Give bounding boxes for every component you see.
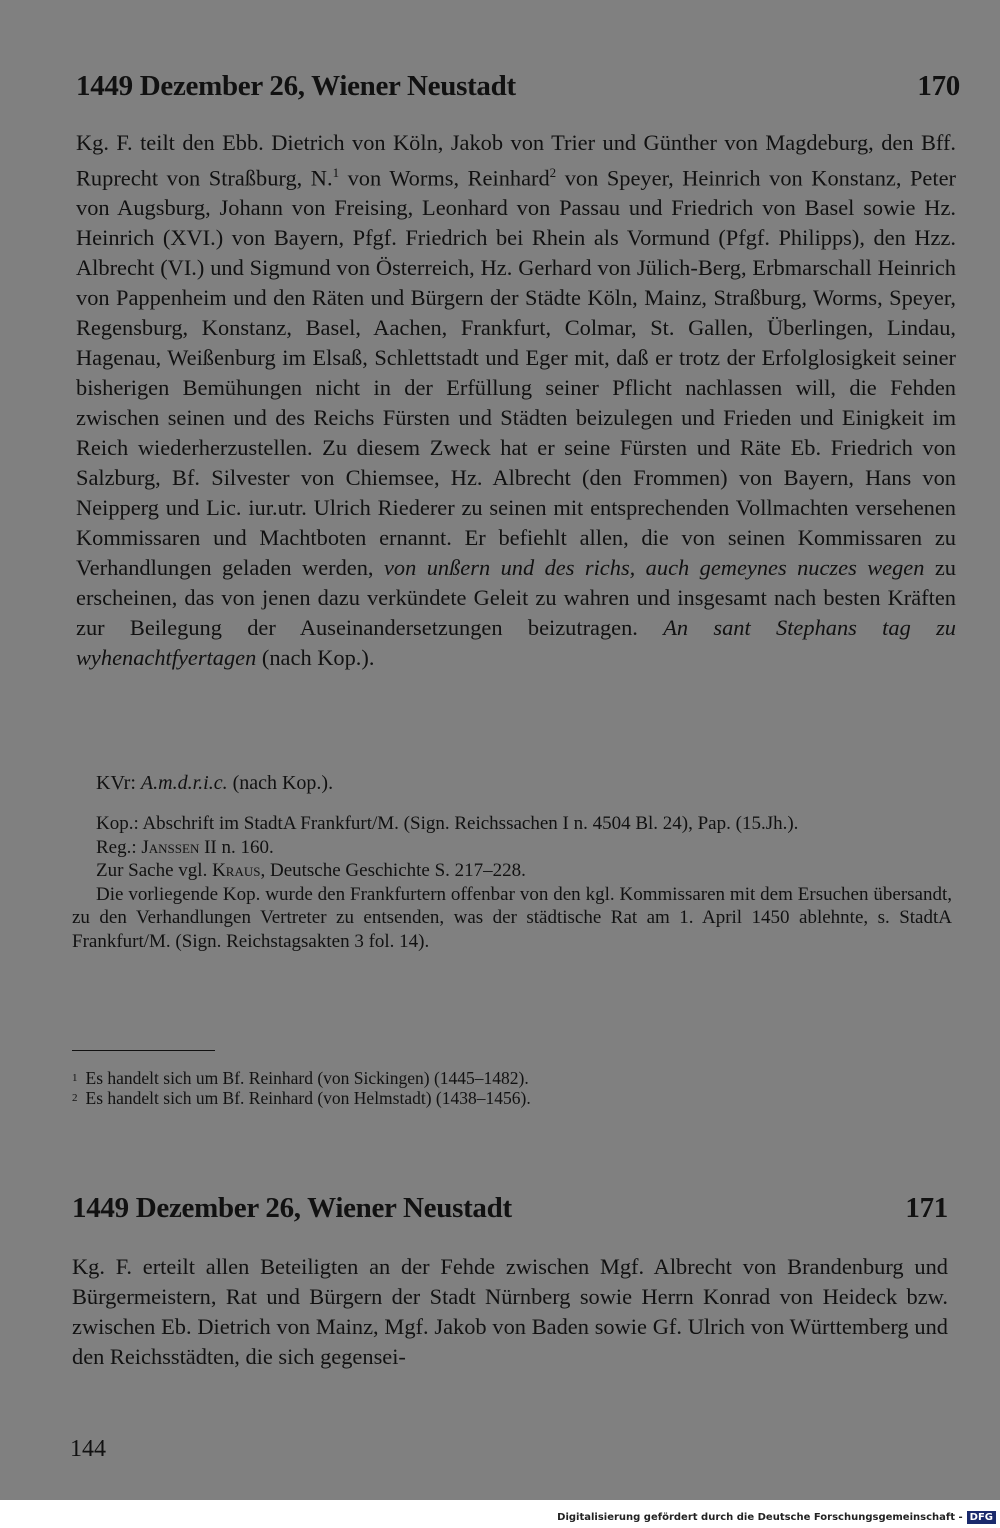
regest-text: (nach Kop.). [256, 645, 375, 671]
footnote-mark: 2 [72, 1092, 78, 1104]
kvr-label: KVr: [96, 772, 141, 794]
regest-text: von Worms, Reinhard [339, 165, 550, 191]
regest-quote: von unßern und des richs, auch gemeynes nuczes wegen [383, 555, 925, 581]
entry-date-place: 1449 Dezember 26, Wiener Neustadt [76, 70, 516, 102]
kvr-value: A.m.d.r.i.c. [140, 772, 228, 794]
page-number: 144 [70, 1436, 106, 1462]
entry-regest-171 [72, 1252, 948, 1372]
entry-number: 170 [917, 70, 960, 102]
entry-heading-171 [72, 1192, 948, 1225]
footnote-1 [72, 1068, 529, 1088]
footnote-text: Es handelt sich um Bf. Reinhard (von Sickingen) (1445–1482). [85, 1068, 529, 1088]
source-notes [72, 812, 952, 953]
regest-text: von Speyer, Heinrich von Konstanz, Peter von Augsburg, Johann von Freising, Leonhard von Passau und Friedrich von Basel sowie Hz. Heinrich (XVI.) von Bayern, Pfgf. Friedrich bei Rhein als Vormund (Pfgf. Philipps), den Hzz. Albrecht (VI.) und Sigmund von Österreich, Hz. Gerhard von Jülich-Berg, Erbmarschall Heinrich von Pappenheim und den Räten und Bürgern der Städte Köln, Mainz, Straßburg, Worms, Speyer, Regensburg, Konstanz, Basel, Aachen, Frankfurt, Colmar, St. Gallen, Überlingen, Lindau, Hagenau, Weißenburg im Elsaß, Schlettstadt und Eger mit, daß er trotz der Erfolglosigkeit seiner bisherigen Bemühungen nicht in der Erfüllung seiner Pflicht nachlassen will, die Fehden zwischen seinen und des Reichs Fürsten und Städten beizulegen und Frieden und Einigkeit im Reich wiederherzustellen. Zu diesem Zweck hat er seine Fürsten und Räte Eb. Friedrich von Salzburg, Bf. Silvester von Chiemsee, Hz. Albrecht (den Frommen) von Bayern, Hans von Neipperg und Lic. iur.utr. Ulrich Riederer zu seinen mit entsprechenden Vollmachten versehenen Kommissaren und Machtboten ernannt. Er befiehlt allen, die von seinen Kommissaren zu Verhandlungen geladen werden, [76, 165, 956, 581]
dfg-logo-icon: DFG [967, 1511, 996, 1524]
entry-regest-170 [76, 128, 956, 673]
note-sache-prefix: Zur Sache vgl. [96, 860, 213, 881]
footnote-mark: 1 [72, 1072, 78, 1084]
note-reg [72, 836, 952, 860]
credit-text: Digitalisierung gefördert durch die Deutsche Forschungsgemeinschaft - [557, 1511, 963, 1523]
note-reg-prefix: Reg.: [96, 836, 142, 858]
footnote-ref-2[interactable]: 2 [549, 165, 557, 180]
footnote-divider [72, 1050, 215, 1051]
note-kop: Kop.: Abschrift im StadtA Frankfurt/M. (Sign. Reichssachen I n. 4504 Bl. 24), Pap. (15.Jh.). [96, 813, 799, 834]
note-reg-suffix: II n. 160. [199, 836, 274, 858]
kanzleivermerk [96, 768, 333, 798]
note-sache [72, 859, 952, 883]
entry-number: 171 [905, 1192, 948, 1224]
regest-text: zu erscheinen, das von jenen dazu verkündete Geleit zu wahren und insgesamt nach besten Kräften zur Beilegung der Auseinandersetzungen beizutragen. [76, 555, 956, 641]
note-reg-author: Janssen [141, 836, 200, 858]
note-sache-author: Kraus [212, 860, 261, 881]
entry-date-place: 1449 Dezember 26, Wiener Neustadt [72, 1192, 512, 1224]
footnote-text: Es handelt sich um Bf. Reinhard (von Helmstadt) (1438–1456). [85, 1088, 531, 1108]
note-comment: Die vorliegende Kop. wurde den Frankfurtern offenbar von den kgl. Kommissaren mit dem Ersuchen übersandt, zu den Verhandlungen Vertreter zu entsenden, was der städtische Rat am 1. April 1450 ablehnte, s. StadtA Frankfurt/M. (Sign. Reichstagsakten 3 fol. 14). [72, 883, 952, 952]
footnote-2 [72, 1088, 531, 1108]
note-sache-suffix: , Deutsche Geschichte S. 217–228. [260, 860, 526, 881]
digitization-credit [557, 1508, 996, 1526]
dating-clause: An sant Stephans tag zu wyhenachtfyertagen [76, 615, 956, 671]
entry-heading-170 [76, 70, 960, 103]
regest-text: Kg. F. erteilt allen Beteiligten an der Fehde zwischen Mgf. Albrecht von Brandenburg und Bürgermeistern, Rat und Bürgern der Stadt Nürnberg sowie Herrn Konrad von Heideck bzw. zwischen Eb. Dietrich von Mainz, Mgf. Jakob von Baden sowie Gf. Ulrich von Württemberg und den Reichsstädten, die sich gegensei- [72, 1254, 948, 1369]
footnote-ref-1[interactable]: 1 [332, 165, 340, 180]
regest-text: Kg. F. teilt den Ebb. Dietrich von Köln, Jakob von Trier und Günther von Magdeburg, den Bff. Ruprecht von Straßburg, N. [76, 130, 956, 191]
kvr-suffix: (nach Kop.). [227, 772, 334, 794]
